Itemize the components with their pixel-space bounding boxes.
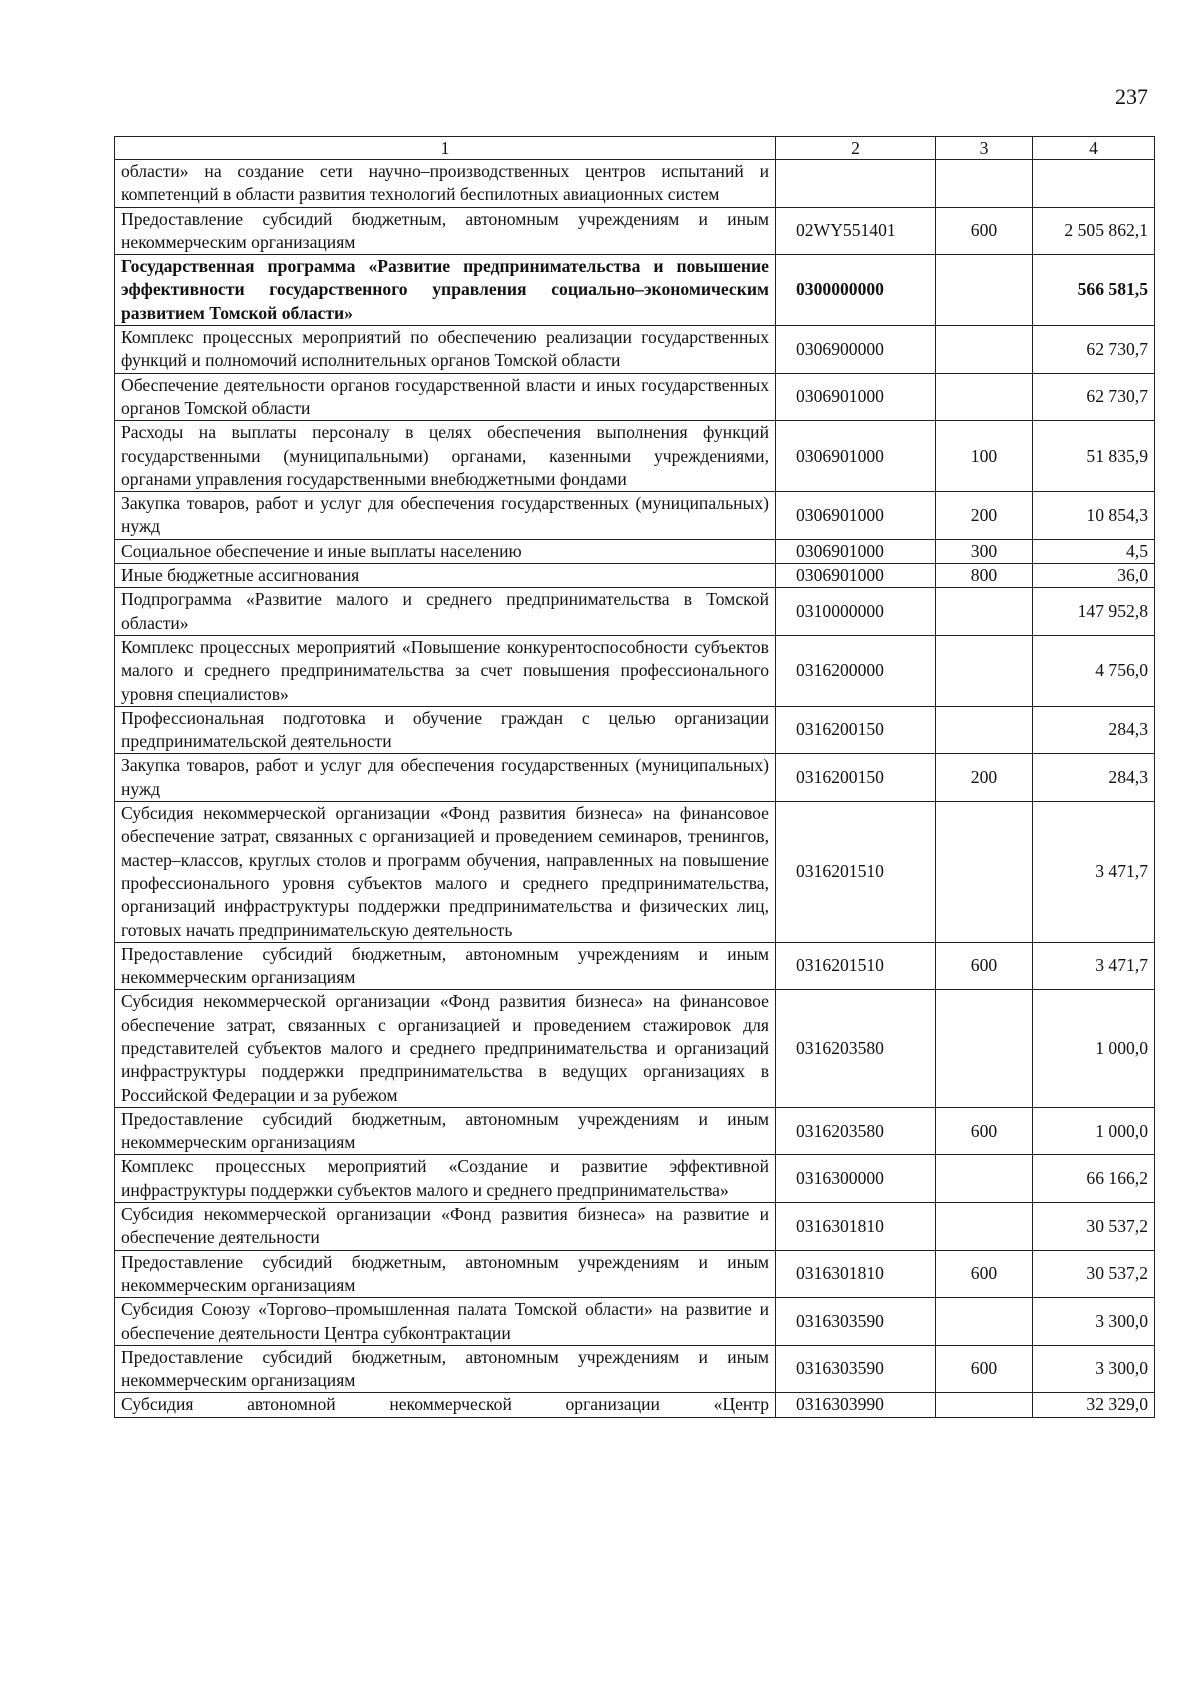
table-row [115,588,1155,636]
table-row [115,492,1155,540]
row-description: Субсидия некоммерческой организации «Фонд развития бизнеса» на финансовое обеспечение затрат, связанных с организацией и проведением семинаров, тренингов, мастер–классов, круглых столов и программ обучения, направленных на повышение профессионального уровня субъектов малого и среднего предпринимательства, организаций инфраструктуры поддержки предпринимательства и физических лиц, готовых начать предпринимательскую деятельность [115,802,776,943]
table-row [115,564,1155,588]
table-row [115,1298,1155,1346]
row-target-code: 0316201510 [776,802,936,943]
table-row [115,1107,1155,1155]
header-col-4: 4 [1033,137,1155,160]
row-expense-type: 600 [936,1345,1033,1393]
row-expense-type [936,1203,1033,1251]
row-expense-type [936,1393,1033,1417]
row-target-code: 0306900000 [776,326,936,374]
row-target-code: 0316203580 [776,1107,936,1155]
table-row [115,1155,1155,1203]
row-description: Комплекс процессных мероприятий «Создание и развитие эффективной инфраструктуры поддержки субъектов малого и среднего предпринимательства» [115,1155,776,1203]
row-amount: 3 300,0 [1033,1298,1155,1346]
row-target-code: 0316303590 [776,1298,936,1346]
row-target-code: 0300000000 [776,255,936,326]
row-target-code: 0316200150 [776,706,936,754]
row-amount: 284,3 [1033,754,1155,802]
row-target-code: 0316303590 [776,1345,936,1393]
row-target-code: 0306901000 [776,539,936,563]
row-amount: 284,3 [1033,706,1155,754]
row-expense-type: 600 [936,1107,1033,1155]
table-row [115,373,1155,421]
row-description: Комплекс процессных мероприятий по обеспечению реализации государственных функций и полномочий исполнительных органов Томской области [115,326,776,374]
row-description: Субсидия Союзу «Торгово–промышленная палата Томской области» на развитие и обеспечение деятельности Центра субконтрактации [115,1298,776,1346]
row-description: Профессиональная подготовка и обучение граждан с целью организации предпринимательской деятельности [115,706,776,754]
table-row [115,706,1155,754]
row-description: Предоставление субсидий бюджетным, автономным учреждениям и иным некоммерческим организациям [115,1107,776,1155]
row-amount: 3 471,7 [1033,942,1155,990]
row-amount: 566 581,5 [1033,255,1155,326]
row-target-code: 0316200000 [776,635,936,706]
row-expense-type [936,1155,1033,1203]
row-amount: 3 300,0 [1033,1345,1155,1393]
row-amount [1033,160,1155,208]
row-amount: 1 000,0 [1033,990,1155,1107]
header-col-3: 3 [936,137,1033,160]
row-description: Подпрограмма «Развитие малого и среднего предпринимательства в Томской области» [115,588,776,636]
row-target-code: 0316301810 [776,1250,936,1298]
row-target-code: 0316303990 [776,1393,936,1417]
page-number: 237 [1115,84,1148,109]
row-amount: 30 537,2 [1033,1203,1155,1251]
row-description: Субсидия некоммерческой организации «Фонд развития бизнеса» на финансовое обеспечение затрат, связанных с организацией и проведением стажировок для представителей субъектов малого и среднего предпринимательства и организаций инфраструктуры поддержки предпринимательства в ведущих организациях в Российской Федерации и за рубежом [115,990,776,1107]
table-row [115,539,1155,563]
row-target-code: 0306901000 [776,492,936,540]
row-target-code [776,160,936,208]
row-target-code: 0316301810 [776,1203,936,1251]
row-expense-type [936,635,1033,706]
table-row [115,421,1155,492]
row-expense-type [936,990,1033,1107]
row-amount: 36,0 [1033,564,1155,588]
row-amount: 62 730,7 [1033,373,1155,421]
row-description: Обеспечение деятельности органов государственной власти и иных государственных органов Томской области [115,373,776,421]
table-row [115,802,1155,943]
row-expense-type [936,326,1033,374]
row-amount: 4 756,0 [1033,635,1155,706]
row-target-code: 0306901000 [776,373,936,421]
row-amount: 147 952,8 [1033,588,1155,636]
table-row [115,635,1155,706]
table-row [115,1250,1155,1298]
row-expense-type: 800 [936,564,1033,588]
row-description: Государственная программа «Развитие предпринимательства и повышение эффективности государственного управления социально–экономическим развитием Томской области» [115,255,776,326]
table-row [115,990,1155,1107]
row-description: Комплекс процессных мероприятий «Повышение конкурентоспособности субъектов малого и среднего предпринимательства за счет повышения профессионального уровня специалистов» [115,635,776,706]
row-expense-type: 200 [936,492,1033,540]
row-description: Предоставление субсидий бюджетным, автономным учреждениям и иным некоммерческим организациям [115,1250,776,1298]
row-target-code: 0316203580 [776,990,936,1107]
table-row [115,1345,1155,1393]
table-row [115,754,1155,802]
row-expense-type: 600 [936,942,1033,990]
table-row [115,326,1155,374]
table-header-row [115,137,1155,160]
row-description: области» на создание сети научно–производственных центров испытаний и компетенций в области развития технологий беспилотных авиационных систем [115,160,776,208]
row-expense-type [936,588,1033,636]
row-description: Субсидия автономной некоммерческой организации «Центр [115,1393,776,1417]
row-amount: 1 000,0 [1033,1107,1155,1155]
budget-table [114,136,1155,1418]
row-amount: 30 537,2 [1033,1250,1155,1298]
row-expense-type: 600 [936,1250,1033,1298]
row-expense-type [936,802,1033,943]
row-expense-type: 100 [936,421,1033,492]
row-target-code: 0306901000 [776,564,936,588]
row-description: Предоставление субсидий бюджетным, автономным учреждениям и иным некоммерческим организациям [115,1345,776,1393]
row-description: Расходы на выплаты персоналу в целях обеспечения выполнения функций государственными (муниципальными) органами, казенными учреждениями, органами управления государственными внебюджетными фондами [115,421,776,492]
header-col-1: 1 [115,137,776,160]
row-target-code: 0316201510 [776,942,936,990]
row-description: Социальное обеспечение и иные выплаты населению [115,539,776,563]
row-expense-type: 200 [936,754,1033,802]
row-expense-type [936,255,1033,326]
row-expense-type [936,373,1033,421]
row-expense-type: 300 [936,539,1033,563]
header-col-2: 2 [776,137,936,160]
row-amount: 10 854,3 [1033,492,1155,540]
row-target-code: 0310000000 [776,588,936,636]
row-target-code: 0316300000 [776,1155,936,1203]
row-amount: 3 471,7 [1033,802,1155,943]
row-target-code: 0306901000 [776,421,936,492]
row-description: Закупка товаров, работ и услуг для обеспечения государственных (муниципальных) нужд [115,492,776,540]
row-description: Предоставление субсидий бюджетным, автономным учреждениям и иным некоммерческим организациям [115,942,776,990]
row-expense-type [936,1298,1033,1346]
row-description: Субсидия некоммерческой организации «Фонд развития бизнеса» на развитие и обеспечение деятельности [115,1203,776,1251]
table-row [115,255,1155,326]
row-amount: 32 329,0 [1033,1393,1155,1417]
row-description: Закупка товаров, работ и услуг для обеспечения государственных (муниципальных) нужд [115,754,776,802]
row-description: Иные бюджетные ассигнования [115,564,776,588]
row-expense-type [936,160,1033,208]
row-amount: 62 730,7 [1033,326,1155,374]
table-row [115,942,1155,990]
table-row [115,1203,1155,1251]
table-body [115,160,1155,1418]
table-row [115,160,1155,208]
row-target-code: 02WY551401 [776,207,936,255]
table-row [115,1393,1155,1417]
row-target-code: 0316200150 [776,754,936,802]
row-amount: 2 505 862,1 [1033,207,1155,255]
row-expense-type: 600 [936,207,1033,255]
row-description: Предоставление субсидий бюджетным, автономным учреждениям и иным некоммерческим организациям [115,207,776,255]
row-expense-type [936,706,1033,754]
table-row [115,207,1155,255]
row-amount: 66 166,2 [1033,1155,1155,1203]
row-amount: 51 835,9 [1033,421,1155,492]
row-amount: 4,5 [1033,539,1155,563]
